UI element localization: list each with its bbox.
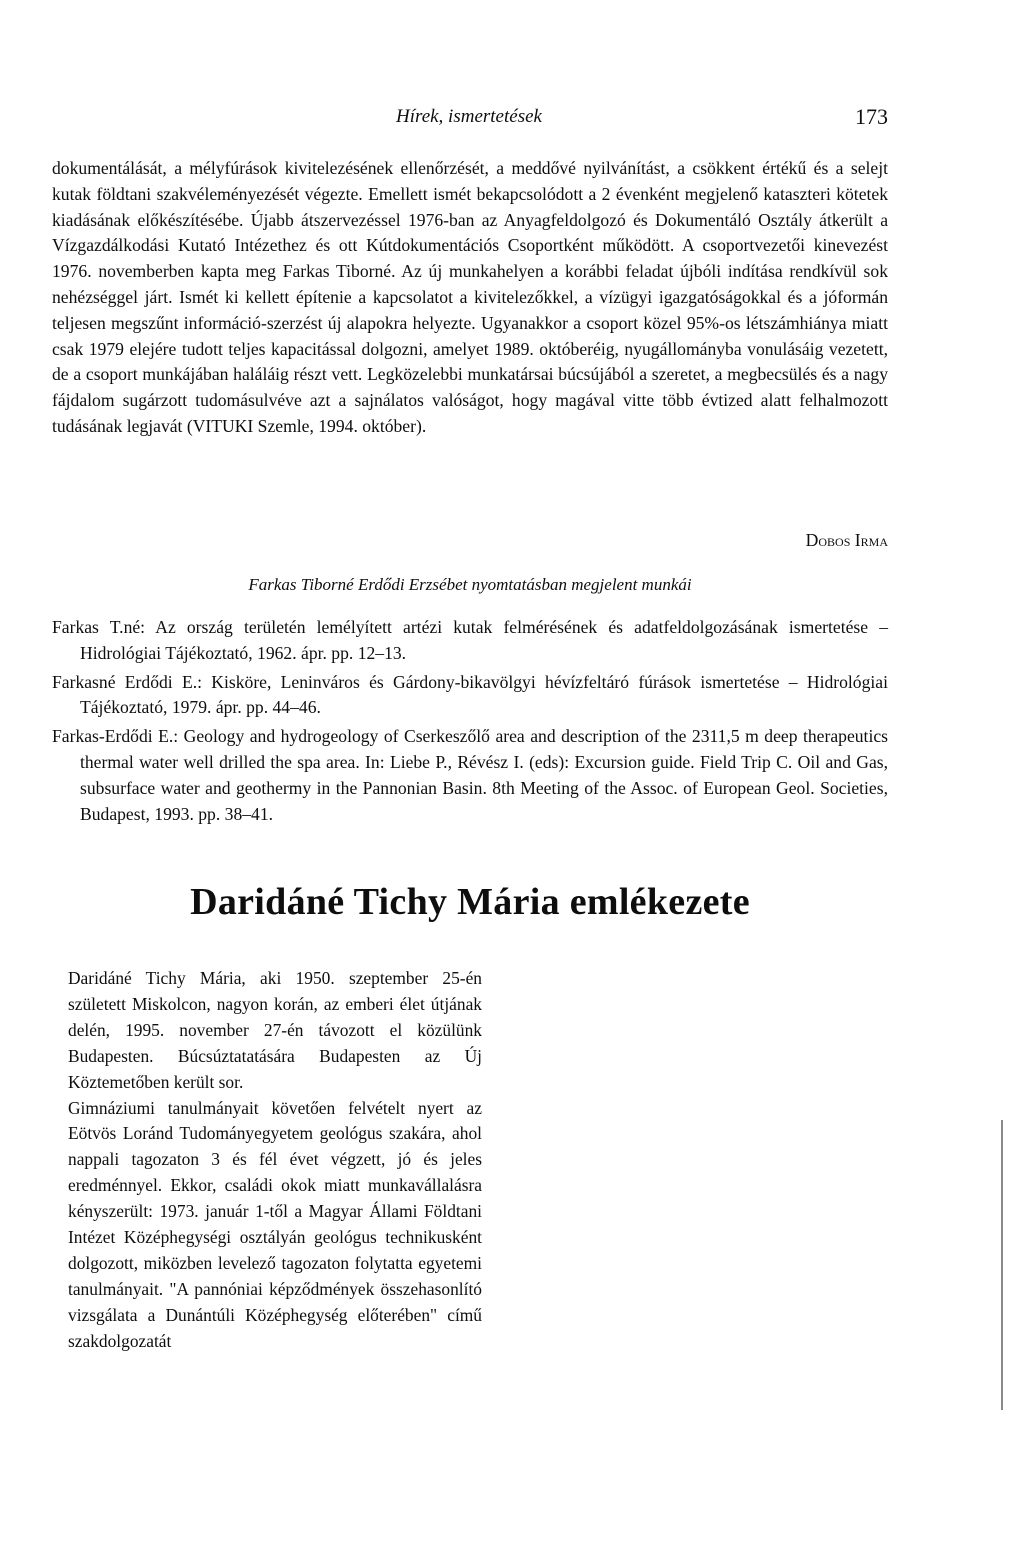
article-title: Daridáné Tichy Mária emlékezete bbox=[190, 881, 750, 923]
running-title: Hírek, ismertetések bbox=[396, 106, 542, 127]
article-paragraph-1: Daridáné Tichy Mária, aki 1950. szeptember 25-én született Miskolcon, nagyon korán, az emberi élet útjának delén, 1995. november 27-én távozott el közülünk Budapesten. Búcsúztatatására Budapesten az Új Köztemetőben került sor. bbox=[68, 968, 482, 1092]
article-paragraph-2: Gimnáziumi tanulmányait követően felvételt nyert az Eötvös Loránd Tudományegyetem geológus szakára, ahol nappali tagozaton 3 és fél évet végzett, jó és jeles eredménnyel. Ekkor, családi okok miatt munkavállalásra kényszerült: 1973. január 1-től a Magyar Állami Földtani Intézet Középhegységi osztályán geológus technikusként dolgozott, miközben levelező tagozaton folytatta egyetemi tanulmányait. "A pannóniai képződmények összehasonlító vizsgálata a Dunántúli Középhegység előterében" című szakdolgozatát bbox=[68, 1097, 482, 1351]
bibliography-title: Farkas Tiborné Erdődi Erzsébet nyomtatásban megjelent munkái bbox=[248, 575, 692, 594]
bibliography-entry-1: Farkas T.né: Az ország területén lemélyített artézi kutak felmérésének és adatfeldolgozásának ismertetése – Hidrológiai Tájékoztató, 1962. ápr. pp. 12–13. bbox=[52, 617, 888, 663]
article-column bbox=[68, 966, 482, 1355]
bibliography-entry-3: Farkas-Erdődi E.: Geology and hydrogeology of Cserkeszőlő area and description of the 2311,5 m deep therapeutics thermal water well drilled the spa area. In: Liebe P., Révész I. (eds): Excursion guide. Field Trip C. Oil and Gas, subsurface water and geothermy in the Pannonian Basin. 8th Meeting of the Assoc. of European Geol. Societies, Budapest, 1993. pp. 38–41. bbox=[52, 726, 888, 824]
bibliography-list bbox=[52, 615, 888, 830]
scan-edge-line bbox=[1001, 1120, 1003, 1410]
continuation-paragraph: dokumentálását, a mélyfúrások kivitelezésének ellenőrzését, a meddővé nyilvánítást, a csökkent értékű és a selejt kutak földtani szakvéleményezését végezte. Emellett ismét bekapcsolódott a 2 évenként megjelenő kataszteri kötetek kiadásának előkészítésébe. Újabb átszervezéssel 1976-ban az Anyagfeldolgozó és Dokumentáló Osztály átkerült a Vízgazdálkodási Kutató Intézethez és ott Kútdokumentációs Csoportként működött. A csoportvezetői kinevezést 1976. novemberben kapta meg Farkas Tiborné. Az új munkahelyen a korábbi feladat újbóli indítása rendkívül sok nehézséggel járt. Ismét ki kellett építenie a kapcsolatot a kivitelezőkkel, a vízügyi igazgatóságokkal és a jóformán teljesen megszűnt információ-szerzést új alapokra helyezte. Ugyanakkor a csoport közel 95%-os létszámhiánya miatt csak 1979 elejére tudott teljes kapacitással dolgozni, amelyet 1989. októberéig, nyugállományba vonulásáig vezetett, de a csoport munkájában haláláig részt vett. Legközelebbi munkatársai búcsújából a szeretet, a megbecsülés és a nagy fájdalom sugárzott tudomásulvéve azt a sajnálatos valóságot, hogy magával vitte több évtized alatt felhalmozott tudásának legjavát (VITUKI Szemle, 1994. október). bbox=[52, 158, 888, 436]
bibliography-entry-2: Farkasné Erdődi E.: Kisköre, Leninváros és Gárdony-bikavölgyi hévízfeltáró fúrások ismertetése – Hidrológiai Tájékoztató, 1979. ápr. pp. 44–46. bbox=[52, 671, 888, 718]
author-signature: Dobos Irma bbox=[805, 530, 888, 550]
page-number: 173 bbox=[855, 104, 888, 129]
page-header bbox=[52, 106, 888, 136]
